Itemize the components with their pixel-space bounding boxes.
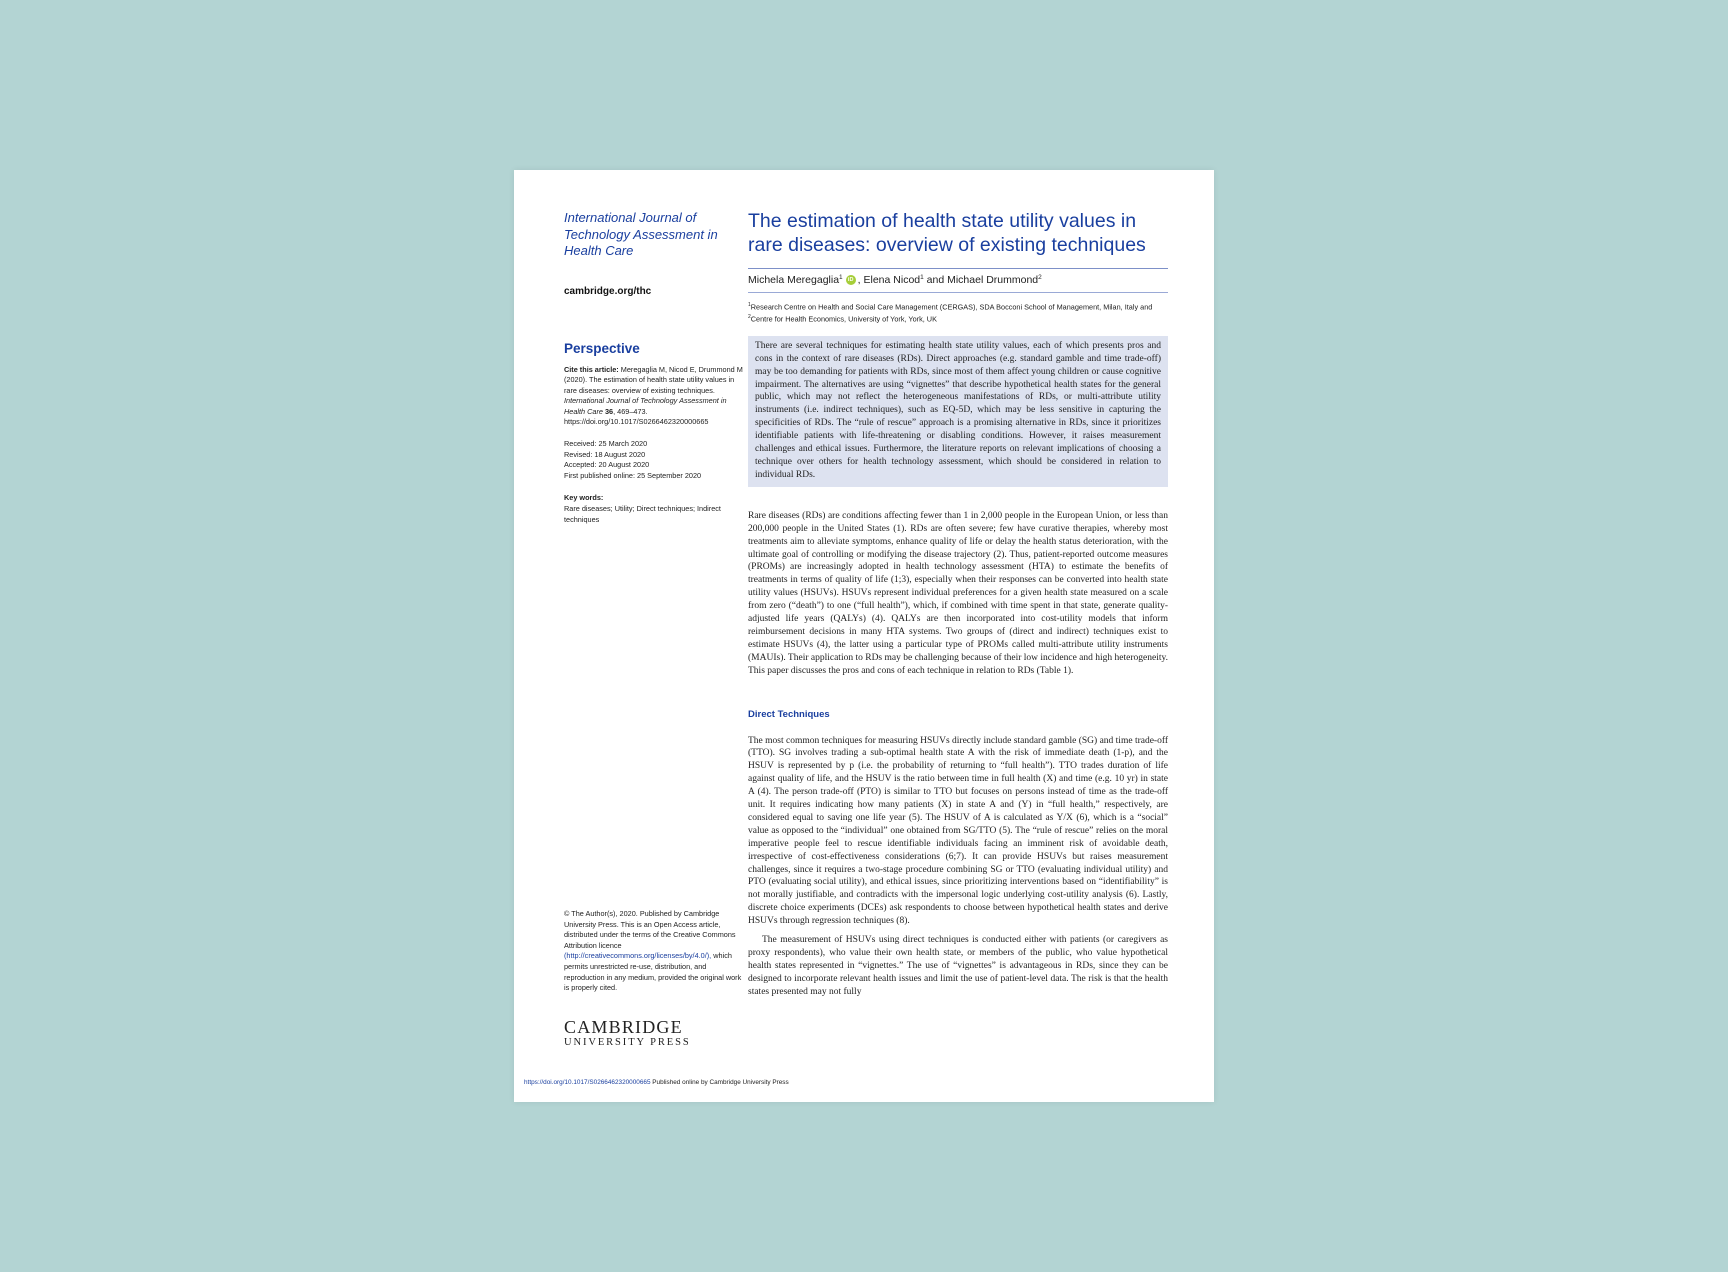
cite-journal: International Journal of Technology Assessment in Health Care — [564, 396, 727, 416]
orcid-icon[interactable]: iD — [846, 275, 856, 285]
cite-label: Cite this article: — [564, 364, 619, 374]
publisher-logo — [564, 1018, 691, 1049]
author-2-affil: 1 — [920, 273, 924, 281]
section1-paragraph-2: The measurement of HSUVs using direct techniques is conducted either with patients (or caregivers as proxy respondents), who value their own health state, or members of the public, who value hypothetical health states represented in “vignettes.” The use of “vignettes” is advantageous in RDs, since they can be designed to incorporate relevant health issues and limit the use of patient-level data. The risk is that the health states presented may not fully — [748, 935, 1168, 997]
cite-volume: 36 — [604, 406, 614, 416]
keywords: Rare diseases; Utility; Direct techniques; Indirect techniques — [564, 504, 721, 524]
abstract-text: There are several techniques for estimating health state utility values, each of which presents pros and cons in the context of rare diseases (RDs). Direct approaches (e.g. standard gamble and time trade-off) may be too demanding for patients with RDs, since most of them affect young children or cause cognitive impairment. The alternatives are using “vignettes” that describe hypothetical health states for the general public, which may not reflect the heterogeneous manifestations of RDs, or multi-attribute utility instruments (i.e. indirect techniques), such as EQ-5D, which may be less sensitive in capturing the specificities of RDs. The “rule of rescue” approach is a promising alternative in RDs, since it prioritizes identifiable patients with life-threatening or disabling conditions. However, it raises measurement challenges and ethical issues. Furthermore, the literature reports on relevant implications of choosing a technique over others for health technology assessment, which should be considered in relation to individual RDs. — [755, 340, 1161, 480]
author-1-affil: 1 — [839, 273, 843, 281]
cite-rest: , 469–473. https://doi.org/10.1017/S0266462320000665 — [564, 406, 709, 427]
logo-top: CAMBRIDGE — [564, 1017, 683, 1037]
footer-text: Published online by Cambridge University Press — [652, 1079, 789, 1086]
sidebar — [564, 210, 744, 525]
affil-text-2: Centre for Health Economics, University of York, York, UK — [750, 314, 937, 324]
date-revised: Revised: 18 August 2020 — [564, 449, 646, 459]
article-page — [514, 170, 1214, 1102]
footer-doi-link[interactable]: https://doi.org/10.1017/S0266462320000665 — [524, 1079, 651, 1086]
abstract-box — [748, 336, 1168, 487]
author-list — [748, 274, 1168, 286]
affiliations — [748, 300, 1168, 325]
affil-sup-1: 1 — [748, 302, 751, 308]
article-body — [748, 510, 1168, 999]
license-text: © The Author(s), 2020. Published by Cambridge University Press. This is an Open Access article, distributed under the terms of the Creative Commons Attribution licence — [564, 909, 736, 950]
author-1: Michela Meregaglia — [748, 274, 840, 286]
article-dates — [564, 439, 744, 481]
journal-site-link[interactable]: cambridge.org/thc — [564, 285, 652, 297]
keywords-label: Key words: — [564, 493, 604, 503]
license-rest: which permits unrestricted re-use, distribution, and reproduction in any medium, provided the original work is properly cited. — [564, 951, 742, 993]
cite-text: Meregaglia M, Nicod E, Drummond M (2020). The estimation of health state utility values in rare diseases: overview of existing techniques. — [564, 364, 743, 395]
license-link[interactable]: (http://creativecommons.org/licenses/by/4.0/), — [564, 951, 712, 961]
page-footer — [524, 1079, 789, 1086]
author-3-affil: 2 — [1038, 273, 1042, 281]
article-main — [748, 210, 1168, 999]
affil-text-1: Research Centre on Health and Social Care Management (CERGAS), SDA Bocconi School of Management, Milan, Italy and — [750, 302, 1153, 312]
intro-paragraph: Rare diseases (RDs) are conditions affecting fewer than 1 in 2,000 people in the European Union, or less than 200,000 people in the United States (1). RDs are often severe; few have curative therapies, whereby most treatments aim to alleviate symptoms, enhance quality of life or delay the health status deterioration, with the ultimate goal of controlling or modifying the disease trajectory (2). Thus, patient-reported outcome measures (PROMs) are increasingly adopted in health technology assessment (HTA) to estimate the benefits of treatments in terms of quality of life (1;3), especially when their responses can be converted into health state utility values (HSUVs). HSUVs represent individual preferences for a given health state measured on a scale from zero (“death”) to one (“full health”), which, if combined with time spent in that state, generate quality-adjusted life years (QALYs) (4). QALYs are then incorporated into cost-utility models that inform reimbursement decisions in many HTA systems. Two groups of (direct and indirect) techniques exist to estimate HSUVs (4), the latter using a particular type of PROMs called multi-attribute utility instruments (MAUIs). Their application to RDs may be challenging because of their low incidence and high heterogeneity. This paper discusses the pros and cons of each technique in relation to RDs (Table 1). — [748, 510, 1168, 676]
article-type: Perspective — [564, 340, 640, 356]
logo-bottom: UNIVERSITY PRESS — [564, 1037, 691, 1048]
date-accepted: Accepted: 20 August 2020 — [564, 460, 650, 470]
license-statement — [564, 909, 744, 994]
journal-name: International Journal of Technology Assessment in Health Care — [564, 210, 718, 258]
author-3: and Michael Drummond — [923, 274, 1039, 286]
date-published: First published online: 25 September 2020 — [564, 470, 702, 480]
date-received: Received: 25 March 2020 — [564, 439, 648, 449]
section-heading-direct-techniques: Direct Techniques — [748, 708, 830, 720]
citation — [564, 365, 744, 429]
affil-sup-2: 2 — [748, 314, 751, 321]
author-divider — [748, 292, 1168, 293]
section1-paragraph-1: The most common techniques for measuring HSUVs directly include standard gamble (SG) and time trade-off (TTO). SG involves trading a sub-optimal health state A with the risk of immediate death (1-p), and the HSUV is represented by p (i.e. the probability of returning to “full health”). TTO trades duration of life against quality of life, and the HSUV is the ratio between time in full health (X) and time (e.g. 10 yr) in state A (4). The person trade-off (PTO) is similar to TTO but focuses on persons instead of time as the trade-off unit. It requires indicating how many patients (X) in state A and (Y) in “full health,” respectively, are considered equal to saving one life year (5). The HSUV of A is calculated as Y/X (6), which is a “social” value as opposed to the “individual” one obtained from SG/TTO (5). The “rule of rescue” relies on the moral imperative people feel to rescue identifiable individuals facing an imminent risk of avoidable death, irrespective of cost-effectiveness considerations (6;7). It can provide HSUVs but raises measurement challenges, since it requires a two-stage procedure combining SG or TTO (evaluating individual utility) and PTO (evaluating social utility), and ethical issues, since prioritizing interventions based on “identifiability” is not morally justifiable, and contradicts with the impersonal logic underlying cost-utility analysis (6). Lastly, discrete choice experiments (DCEs) ask respondents to choose between hypothetical health states and derive HSUVs through regression techniques (8). — [748, 735, 1168, 927]
article-title: The estimation of health state utility values in rare diseases: overview of existing techniques — [748, 210, 1146, 256]
title-divider — [748, 268, 1168, 269]
author-2: , Elena Nicod — [857, 274, 921, 286]
